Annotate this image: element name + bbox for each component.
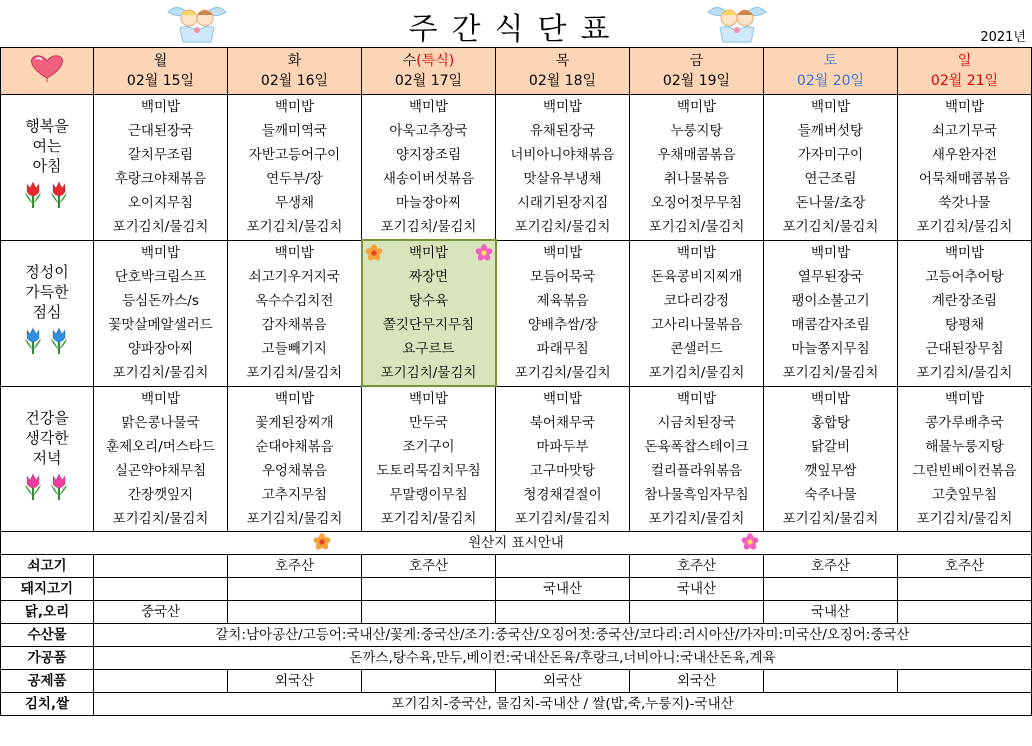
menu-item: 포기김치/물김치	[228, 361, 362, 386]
origin-label: 수산물	[1, 624, 94, 647]
menu-item: 콘샐러드	[630, 337, 764, 361]
day-header-5	[764, 48, 898, 95]
day-name-text: 목	[555, 53, 570, 69]
day-header-2	[362, 48, 496, 95]
menu-item: 쇠고기우거지국	[228, 265, 362, 289]
menu-item: 실곤약야채무침	[94, 459, 228, 483]
menu-row	[1, 265, 1032, 289]
menu-item: 백미밥	[362, 95, 496, 120]
day-header-1	[228, 48, 362, 95]
day-date: 02월 17일	[394, 73, 463, 89]
origin-row	[1, 670, 1032, 693]
menu-item: 고등어추어탕	[898, 265, 1032, 289]
menu-item: 조기구이	[362, 435, 496, 459]
origin-cell	[94, 670, 228, 693]
menu-item: 꽃맛살메알샐러드	[94, 313, 228, 337]
origin-row	[1, 578, 1032, 601]
menu-item: 간장깻잎지	[94, 483, 228, 507]
tulip-icon	[1, 326, 93, 364]
special-menu-item: 탕수육	[362, 289, 496, 313]
meal-label-line: 생각한	[25, 428, 69, 447]
origin-cell	[228, 601, 362, 624]
menu-item: 계란장조림	[898, 289, 1032, 313]
origin-cell: 외국산	[630, 670, 764, 693]
menu-item: 고들빼기지	[228, 337, 362, 361]
menu-item: 옥수수김치전	[228, 289, 362, 313]
menu-item: 무말랭이무침	[362, 483, 496, 507]
menu-item: 연근조림	[764, 167, 898, 191]
menu-item: 쑥갓나물	[898, 191, 1032, 215]
day-header-6	[898, 48, 1032, 95]
origin-cell	[630, 601, 764, 624]
page-title: 주간식단표	[408, 12, 624, 47]
origin-cell: 호주산	[228, 555, 362, 578]
menu-row	[1, 215, 1032, 240]
menu-row	[1, 240, 1032, 265]
meal-label-line: 정성이	[25, 263, 69, 281]
origin-cell: 국내산	[496, 578, 630, 601]
day-name-text: 월	[153, 53, 168, 69]
origin-row	[1, 601, 1032, 624]
origin-cell: 호주산	[630, 555, 764, 578]
meal-label-line: 행복을	[25, 117, 69, 136]
menu-item: 백미밥	[496, 95, 630, 120]
day-name-text: 수	[402, 53, 417, 69]
menu-item: 백미밥	[630, 95, 764, 120]
day-date: 02월 19일	[662, 73, 731, 89]
day-header-4	[630, 48, 764, 95]
origin-label: 공제품	[1, 670, 94, 693]
day-name	[630, 51, 763, 71]
menu-item: 오이지무침	[94, 191, 228, 215]
menu-item: 포기김치/물김치	[362, 507, 496, 532]
menu-item: 백미밥	[94, 95, 228, 120]
menu-item: 고구마맛탕	[496, 459, 630, 483]
day-name-text: 토	[823, 53, 838, 69]
origin-cell: 국내산	[764, 601, 898, 624]
tulip-icon	[1, 472, 93, 510]
menu-item: 돈나물/초장	[764, 191, 898, 215]
origin-cell	[496, 601, 630, 624]
menu-item: 쇠고기무국	[898, 119, 1032, 143]
origin-detail: 돈까스,탕수육,만두,베이컨:국내산돈육/후랑크,너비아니:국내산돈육,계육	[94, 647, 1032, 670]
origin-cell	[362, 601, 496, 624]
menu-item: 무생채	[228, 191, 362, 215]
menu-item: 백미밥	[496, 386, 630, 411]
menu-item: 자반고등어구이	[228, 143, 362, 167]
day-name-text: 금	[689, 53, 704, 69]
origin-label: 쇠고기	[1, 555, 94, 578]
day-date: 02월 18일	[528, 73, 597, 89]
menu-item: 마늘장아찌	[362, 191, 496, 215]
menu-item: 포기김치/물김치	[764, 507, 898, 532]
menu-item: 어묵채매콤볶음	[898, 167, 1032, 191]
origin-cell: 외국산	[496, 670, 630, 693]
origin-row	[1, 624, 1032, 647]
origin-cell: 호주산	[764, 555, 898, 578]
day-date: 02월 16일	[260, 73, 329, 89]
menu-item: 연두부/장	[228, 167, 362, 191]
menu-item: 등심돈까스/s	[94, 289, 228, 313]
menu-item: 모듬어묵국	[496, 265, 630, 289]
menu-row	[1, 313, 1032, 337]
origin-cell	[898, 578, 1032, 601]
origin-title-row	[1, 532, 1032, 555]
day-name	[362, 51, 495, 71]
menu-item: 포기김치/물김치	[362, 215, 496, 240]
menu-item: 열무된장국	[764, 265, 898, 289]
menu-item: 돈육콩비지찌개	[630, 265, 764, 289]
menu-item: 맑은콩나물국	[94, 411, 228, 435]
menu-row	[1, 507, 1032, 532]
menu-item: 포기김치/물김치	[630, 215, 764, 240]
meal-label-line: 여는	[32, 137, 62, 156]
origin-title-text: 원산지 표시안내	[468, 535, 564, 551]
menu-item: 닭갈비	[764, 435, 898, 459]
menu-item: 유채된장국	[496, 119, 630, 143]
meal-label-line: 가득한	[25, 283, 69, 301]
menu-item: 포기김치/물김치	[228, 507, 362, 532]
day-header-row	[1, 48, 1032, 95]
menu-item: 양지장조림	[362, 143, 496, 167]
menu-row	[1, 386, 1032, 411]
menu-item: 포기김치/물김치	[898, 361, 1032, 386]
origin-label: 가공품	[1, 647, 94, 670]
menu-item: 그린빈베이컨볶음	[898, 459, 1032, 483]
meal-label-line: 점심	[32, 303, 62, 321]
menu-item: 만두국	[362, 411, 496, 435]
menu-item: 청경채겉절이	[496, 483, 630, 507]
special-menu-item: 짜장면	[362, 265, 496, 289]
menu-row	[1, 143, 1032, 167]
menu-item: 포기김치/물김치	[94, 507, 228, 532]
menu-item: 해물누룽지탕	[898, 435, 1032, 459]
menu-item: 포기김치/물김치	[496, 215, 630, 240]
meal-label-0	[1, 95, 94, 241]
menu-item: 제육볶음	[496, 289, 630, 313]
menu-row	[1, 289, 1032, 313]
heart-balloon-icon	[1, 48, 94, 95]
menu-item: 백미밥	[362, 386, 496, 411]
menu-row	[1, 459, 1032, 483]
menu-item: 백미밥	[630, 386, 764, 411]
menu-item: 누룽지탕	[630, 119, 764, 143]
menu-item: 너비아니야채볶음	[496, 143, 630, 167]
origin-cell: 호주산	[898, 555, 1032, 578]
meal-label-line: 아침	[32, 157, 62, 176]
special-menu-item: 쫄깃단무지무침	[362, 313, 496, 337]
menu-item: 포기김치/물김치	[630, 507, 764, 532]
menu-item: 포기김치/물김치	[496, 361, 630, 386]
menu-item: 백미밥	[94, 240, 228, 265]
origin-detail: 갈치:남아공산/고등어:국내산/꽃게:중국산/조기:중국산/오징어젓:중국산/코다리:러시아산/가자미:미국산/오징어:중국산	[94, 624, 1032, 647]
menu-item: 새송이버섯볶음	[362, 167, 496, 191]
menu-row	[1, 191, 1032, 215]
menu-item: 포기김치/물김치	[898, 507, 1032, 532]
menu-item-text: 백미밥	[408, 245, 449, 261]
origin-cell	[362, 670, 496, 693]
menu-item: 마늘쫑지무침	[764, 337, 898, 361]
menu-item: 백미밥	[898, 95, 1032, 120]
menu-item: 훈제오리/머스타드	[94, 435, 228, 459]
menu-item: 꽃게된장찌개	[228, 411, 362, 435]
day-header-3	[496, 48, 630, 95]
menu-row	[1, 95, 1032, 120]
origin-cell	[228, 578, 362, 601]
day-date: 02월 15일	[126, 73, 195, 89]
menu-item: 백미밥	[496, 240, 630, 265]
menu-item: 포기김치/물김치	[630, 361, 764, 386]
menu-item: 우엉채볶음	[228, 459, 362, 483]
menu-item: 매콤감자조림	[764, 313, 898, 337]
meal-label-line: 건강을	[25, 408, 69, 427]
flower-icon	[741, 533, 759, 551]
menu-item: 포기김치/물김치	[94, 361, 228, 386]
origin-title	[1, 532, 1032, 555]
origin-cell: 국내산	[630, 578, 764, 601]
menu-item: 감자채볶음	[228, 313, 362, 337]
origin-label: 닭,오리	[1, 601, 94, 624]
special-menu-item	[362, 240, 496, 265]
special-menu-item: 요구르트	[362, 337, 496, 361]
menu-item: 홍합탕	[764, 411, 898, 435]
year-label: 2021년	[980, 30, 1026, 45]
menu-item: 코다리강정	[630, 289, 764, 313]
menu-item: 숙주나물	[764, 483, 898, 507]
menu-row	[1, 337, 1032, 361]
meal-label-2	[1, 386, 94, 532]
origin-cell: 외국산	[228, 670, 362, 693]
menu-item: 백미밥	[228, 95, 362, 120]
menu-item: 참나물흑임자무침	[630, 483, 764, 507]
flower-icon	[475, 244, 493, 262]
day-name	[496, 51, 629, 71]
menu-item: 마파두부	[496, 435, 630, 459]
menu-item: 단호박크림스프	[94, 265, 228, 289]
origin-cell	[764, 670, 898, 693]
menu-item: 근대된장국	[94, 119, 228, 143]
menu-item: 백미밥	[94, 386, 228, 411]
special-menu-item: 포기김치/물김치	[362, 361, 496, 386]
menu-item: 갈치무조림	[94, 143, 228, 167]
menu-item: 컬리플라워볶음	[630, 459, 764, 483]
menu-item: 고춧잎무침	[898, 483, 1032, 507]
menu-item: 포기김치/물김치	[898, 215, 1032, 240]
menu-item: 백미밥	[764, 240, 898, 265]
menu-item: 깻잎무쌈	[764, 459, 898, 483]
day-name	[228, 51, 361, 71]
menu-row	[1, 119, 1032, 143]
weekly-menu-table	[0, 47, 1032, 716]
menu-row	[1, 435, 1032, 459]
menu-item: 양배추쌈/장	[496, 313, 630, 337]
menu-item: 백미밥	[898, 386, 1032, 411]
meal-label-line: 저녁	[32, 448, 62, 467]
menu-item: 북어채무국	[496, 411, 630, 435]
menu-item: 백미밥	[228, 240, 362, 265]
origin-row	[1, 555, 1032, 578]
menu-item: 가자미구이	[764, 143, 898, 167]
menu-item: 시금치된장국	[630, 411, 764, 435]
origin-row	[1, 647, 1032, 670]
flower-icon	[313, 533, 331, 551]
menu-item: 팽이소불고기	[764, 289, 898, 313]
menu-item: 양파장아찌	[94, 337, 228, 361]
menu-item: 들깨버섯탕	[764, 119, 898, 143]
menu-item: 백미밥	[630, 240, 764, 265]
origin-label: 돼지고기	[1, 578, 94, 601]
origin-row	[1, 693, 1032, 716]
menu-item: 백미밥	[764, 95, 898, 120]
menu-item: 고사리나물볶음	[630, 313, 764, 337]
origin-cell: 호주산	[362, 555, 496, 578]
menu-row	[1, 483, 1032, 507]
menu-item: 백미밥	[228, 386, 362, 411]
day-name	[898, 51, 1031, 71]
menu-item: 순대야채볶음	[228, 435, 362, 459]
menu-item: 도토리묵김치무침	[362, 459, 496, 483]
origin-label: 김치,쌀	[1, 693, 94, 716]
menu-item: 아욱고추장국	[362, 119, 496, 143]
meal-label-1	[1, 240, 94, 386]
menu-item: 백미밥	[898, 240, 1032, 265]
menu-row	[1, 411, 1032, 435]
menu-item: 포기김치/물김치	[228, 215, 362, 240]
menu-item: 고추지무침	[228, 483, 362, 507]
menu-item: 근대된장무침	[898, 337, 1032, 361]
menu-item: 시래기된장지짐	[496, 191, 630, 215]
menu-item: 콩가루배추국	[898, 411, 1032, 435]
origin-cell	[898, 670, 1032, 693]
menu-item: 포기김치/물김치	[94, 215, 228, 240]
origin-cell	[898, 601, 1032, 624]
menu-item: 새우완자전	[898, 143, 1032, 167]
origin-cell	[362, 578, 496, 601]
menu-item: 들깨미역국	[228, 119, 362, 143]
day-date: 02월 20일	[796, 73, 865, 89]
menu-item: 오징어젓무무침	[630, 191, 764, 215]
day-name	[94, 51, 227, 71]
day-header-0	[94, 48, 228, 95]
origin-detail: 포기김치-중국산, 물김치-국내산 / 쌀(밥,죽,누룽지)-국내산	[94, 693, 1032, 716]
menu-item: 포기김치/물김치	[496, 507, 630, 532]
menu-item: 우채매콤볶음	[630, 143, 764, 167]
flower-icon	[365, 244, 383, 262]
menu-item: 취나물볶음	[630, 167, 764, 191]
menu-item: 포기김치/물김치	[764, 215, 898, 240]
tulip-icon	[1, 180, 93, 218]
menu-item: 탕평채	[898, 313, 1032, 337]
menu-item: 맛살유부냉채	[496, 167, 630, 191]
day-name-text: 화	[287, 53, 302, 69]
menu-item: 포기김치/물김치	[764, 361, 898, 386]
day-name-text: 일	[957, 53, 972, 69]
page-header	[0, 0, 1032, 47]
menu-item: 백미밥	[764, 386, 898, 411]
origin-cell	[496, 555, 630, 578]
day-date: 02월 21일	[930, 73, 999, 89]
menu-item: 돈육폭찹스테이크	[630, 435, 764, 459]
origin-cell	[94, 555, 228, 578]
menu-row	[1, 361, 1032, 386]
special-meal-badge: (특식)	[416, 53, 455, 69]
menu-item: 파래무침	[496, 337, 630, 361]
origin-cell	[764, 578, 898, 601]
origin-cell	[94, 578, 228, 601]
origin-cell: 중국산	[94, 601, 228, 624]
menu-item: 후랑크야채볶음	[94, 167, 228, 191]
menu-row	[1, 167, 1032, 191]
day-name	[764, 51, 897, 71]
